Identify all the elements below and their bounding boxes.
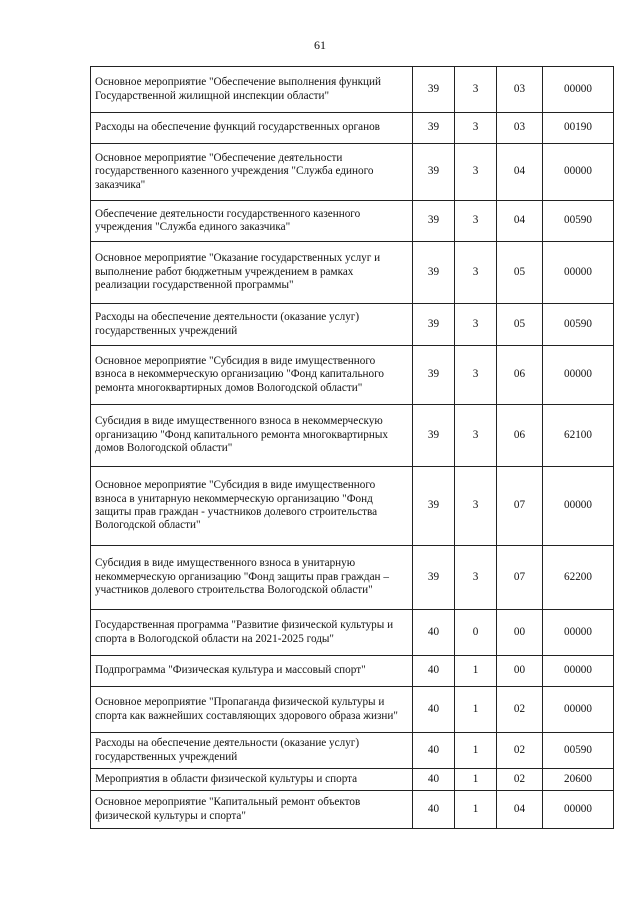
- table-row: [91, 791, 614, 829]
- table-row: [91, 113, 614, 144]
- program-code-cell: 39: [413, 113, 455, 144]
- subprogram-code-cell: 3: [455, 242, 497, 304]
- row-name-cell: Государственная программа "Развитие физической культуры и спорта в Вологодской области на 2021-2025 годы": [91, 610, 413, 656]
- row-name-cell: Обеспечение деятельности государственного казенного учреждения "Служба единого заказчика": [91, 201, 413, 242]
- table-row: [91, 346, 614, 405]
- row-name-cell: Основное мероприятие "Субсидия в виде имущественного взноса в некоммерческую организацию "Фонд капитального ремонта многоквартирных домов Вологодской области": [91, 346, 413, 405]
- table-row: [91, 687, 614, 733]
- direction-code-cell: 00590: [543, 733, 614, 769]
- program-code-cell: 39: [413, 67, 455, 113]
- subprogram-code-cell: 0: [455, 610, 497, 656]
- row-name-cell: Подпрограмма "Физическая культура и массовый спорт": [91, 656, 413, 687]
- program-code-cell: 39: [413, 467, 455, 546]
- direction-code-cell: 62100: [543, 405, 614, 467]
- direction-code-cell: 00190: [543, 113, 614, 144]
- row-name-cell: Расходы на обеспечение деятельности (оказание услуг) государственных учреждений: [91, 304, 413, 346]
- subprogram-code-cell: 3: [455, 113, 497, 144]
- program-code-cell: 39: [413, 546, 455, 610]
- program-code-cell: 39: [413, 242, 455, 304]
- event-code-cell: 00: [497, 610, 543, 656]
- row-name-cell: Основное мероприятие "Обеспечение деятельности государственного казенного учреждения "Служба единого заказчика": [91, 144, 413, 201]
- direction-code-cell: 00000: [543, 656, 614, 687]
- program-code-cell: 39: [413, 346, 455, 405]
- table-row: [91, 201, 614, 242]
- direction-code-cell: 00000: [543, 687, 614, 733]
- event-code-cell: 03: [497, 113, 543, 144]
- subprogram-code-cell: 3: [455, 304, 497, 346]
- event-code-cell: 04: [497, 791, 543, 829]
- event-code-cell: 04: [497, 201, 543, 242]
- subprogram-code-cell: 3: [455, 346, 497, 405]
- direction-code-cell: 00000: [543, 791, 614, 829]
- event-code-cell: 06: [497, 346, 543, 405]
- subprogram-code-cell: 3: [455, 67, 497, 113]
- row-name-cell: Субсидия в виде имущественного взноса в некоммерческую организацию "Фонд капитального ремонта многоквартирных домов Вологодской области": [91, 405, 413, 467]
- table-row: [91, 467, 614, 546]
- page-number: 61: [314, 38, 326, 52]
- row-name-cell: Основное мероприятие "Капитальный ремонт объектов физической культуры и спорта": [91, 791, 413, 829]
- table-row: [91, 733, 614, 769]
- event-code-cell: 04: [497, 144, 543, 201]
- row-name-cell: Основное мероприятие "Субсидия в виде имущественного взноса в унитарную некоммерческую организацию "Фонд защиты прав граждан - участников долевого строительства Вологодской области": [91, 467, 413, 546]
- row-name-cell: Мероприятия в области физической культуры и спорта: [91, 769, 413, 791]
- subprogram-code-cell: 3: [455, 201, 497, 242]
- table-row: [91, 610, 614, 656]
- program-code-cell: 40: [413, 687, 455, 733]
- direction-code-cell: 20600: [543, 769, 614, 791]
- table-row: [91, 304, 614, 346]
- row-name-cell: Основное мероприятие "Обеспечение выполнения функций Государственной жилищной инспекции области": [91, 67, 413, 113]
- table-row: [91, 67, 614, 113]
- direction-code-cell: 00000: [543, 610, 614, 656]
- subprogram-code-cell: 3: [455, 467, 497, 546]
- subprogram-code-cell: 3: [455, 546, 497, 610]
- subprogram-code-cell: 1: [455, 769, 497, 791]
- table-row: [91, 546, 614, 610]
- event-code-cell: 00: [497, 656, 543, 687]
- subprogram-code-cell: 1: [455, 656, 497, 687]
- program-code-cell: 40: [413, 656, 455, 687]
- row-name-cell: Субсидия в виде имущественного взноса в унитарную некоммерческую организацию "Фонд защиты прав граждан – участников долевого строительства Вологодской области": [91, 546, 413, 610]
- budget-table: [90, 66, 614, 829]
- event-code-cell: 02: [497, 769, 543, 791]
- program-code-cell: 39: [413, 144, 455, 201]
- subprogram-code-cell: 1: [455, 687, 497, 733]
- direction-code-cell: 00000: [543, 144, 614, 201]
- program-code-cell: 40: [413, 733, 455, 769]
- event-code-cell: 07: [497, 467, 543, 546]
- program-code-cell: 40: [413, 610, 455, 656]
- event-code-cell: 02: [497, 733, 543, 769]
- event-code-cell: 06: [497, 405, 543, 467]
- row-name-cell: Основное мероприятие "Пропаганда физической культуры и спорта как важнейших составляющих здорового образа жизни": [91, 687, 413, 733]
- subprogram-code-cell: 3: [455, 405, 497, 467]
- subprogram-code-cell: 1: [455, 791, 497, 829]
- event-code-cell: 02: [497, 687, 543, 733]
- table-row: [91, 769, 614, 791]
- row-name-cell: Основное мероприятие "Оказание государственных услуг и выполнение работ бюджетным учреждением в рамках реализации государственной программы": [91, 242, 413, 304]
- subprogram-code-cell: 3: [455, 144, 497, 201]
- table-row: [91, 242, 614, 304]
- program-code-cell: 39: [413, 405, 455, 467]
- table-row: [91, 144, 614, 201]
- event-code-cell: 07: [497, 546, 543, 610]
- program-code-cell: 40: [413, 791, 455, 829]
- direction-code-cell: 00000: [543, 67, 614, 113]
- direction-code-cell: 00590: [543, 304, 614, 346]
- direction-code-cell: 00590: [543, 201, 614, 242]
- program-code-cell: 39: [413, 304, 455, 346]
- event-code-cell: 05: [497, 242, 543, 304]
- program-code-cell: 39: [413, 201, 455, 242]
- row-name-cell: Расходы на обеспечение функций государственных органов: [91, 113, 413, 144]
- direction-code-cell: 00000: [543, 346, 614, 405]
- direction-code-cell: 62200: [543, 546, 614, 610]
- event-code-cell: 03: [497, 67, 543, 113]
- event-code-cell: 05: [497, 304, 543, 346]
- table-row: [91, 405, 614, 467]
- subprogram-code-cell: 1: [455, 733, 497, 769]
- direction-code-cell: 00000: [543, 467, 614, 546]
- row-name-cell: Расходы на обеспечение деятельности (оказание услуг) государственных учреждений: [91, 733, 413, 769]
- table-row: [91, 656, 614, 687]
- direction-code-cell: 00000: [543, 242, 614, 304]
- program-code-cell: 40: [413, 769, 455, 791]
